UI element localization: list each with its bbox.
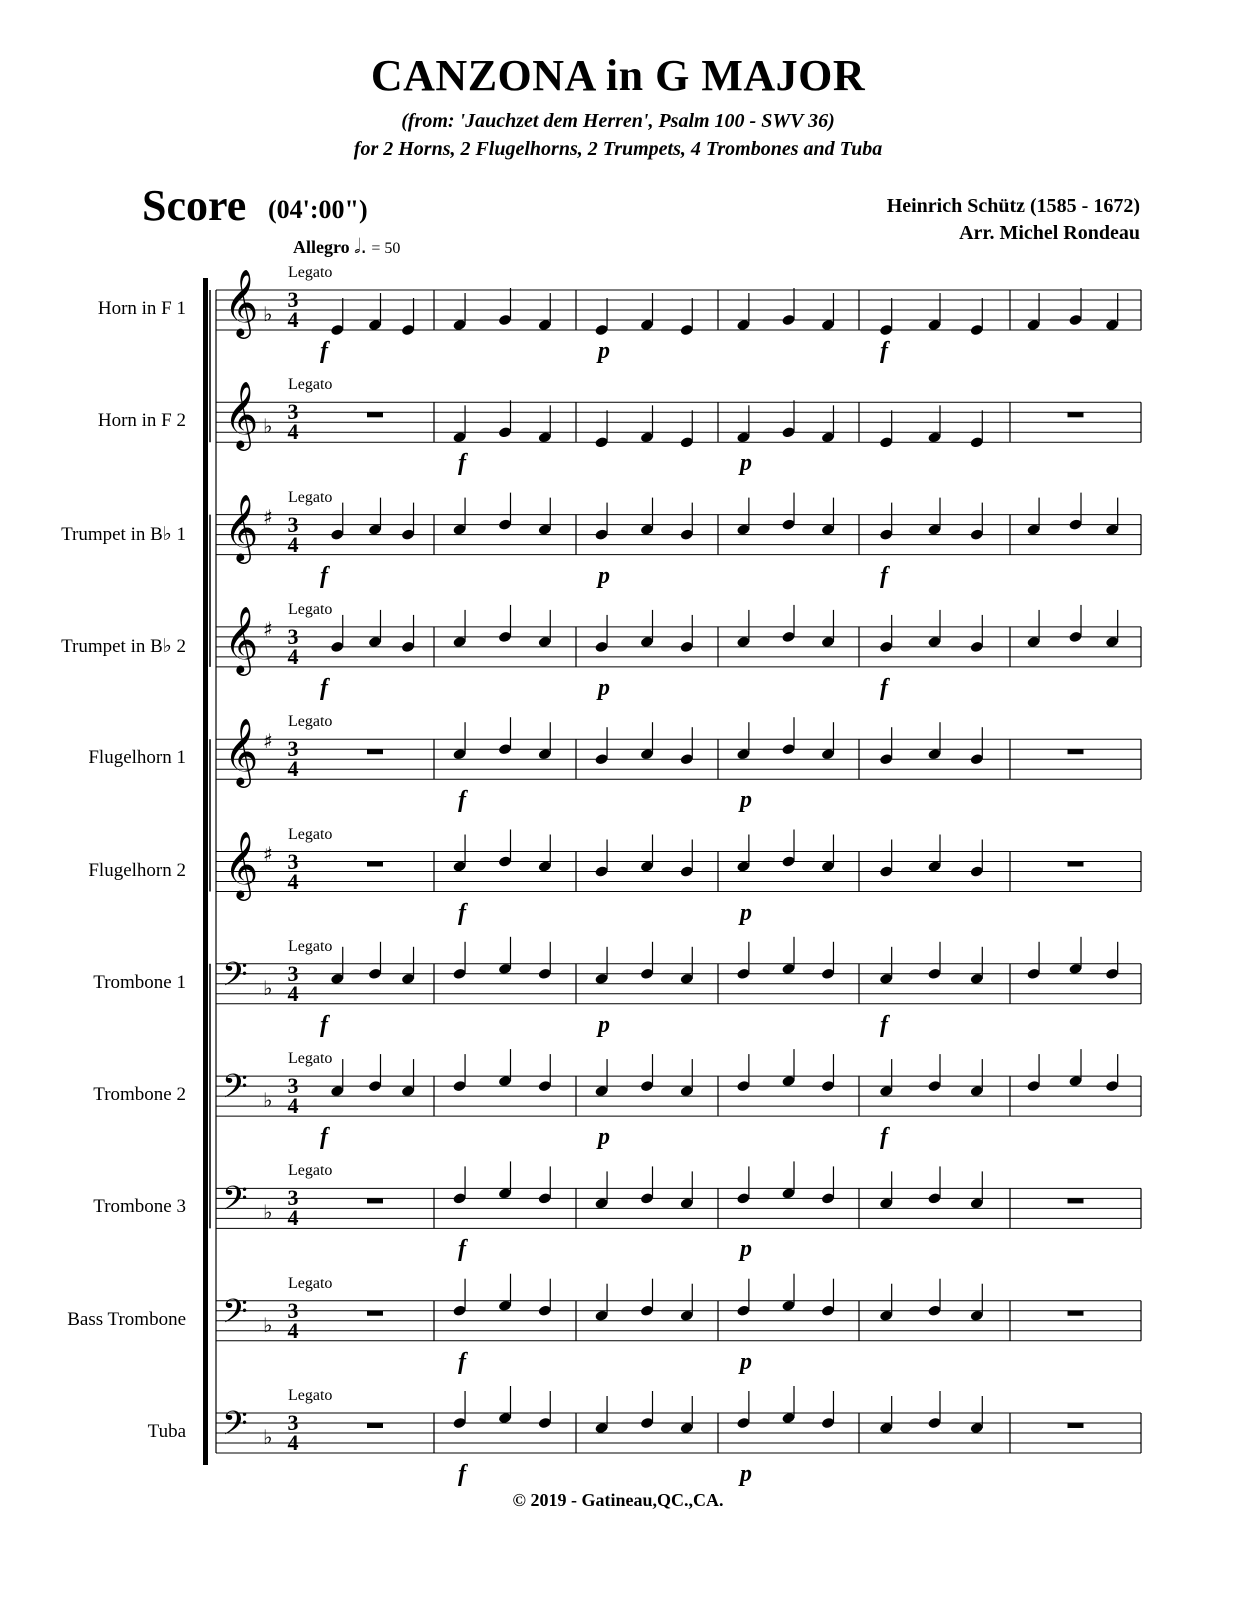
score-subtitle: (from: 'Jauchzet dem Herren', Psalm 100 - SWV 36): [401, 110, 835, 132]
treble-clef-icon: 𝄞: [224, 717, 259, 786]
time-signature-bottom: 4: [287, 531, 299, 557]
dynamic-marking: p: [598, 1124, 610, 1151]
time-signature-top: 3: [287, 1185, 299, 1211]
dynamic-marking: p: [598, 1011, 610, 1038]
dynamic-marking: f: [880, 1011, 888, 1038]
legato-marking: Legato: [288, 376, 333, 394]
instrumentation-line: for 2 Horns, 2 Flugelhorns, 2 Trumpets, 4 Trombones and Tuba: [353, 138, 883, 160]
dynamic-marking: p: [598, 338, 610, 364]
time-signature-bottom: 4: [287, 643, 299, 669]
dynamic-marking: f: [880, 1124, 888, 1151]
dynamic-marking: f: [458, 1348, 466, 1375]
score-label: Score: [142, 181, 247, 230]
dynamic-marking: f: [320, 562, 328, 589]
dynamic-marking: f: [458, 1461, 466, 1487]
instrument-name: Flugelhorn 2: [88, 859, 186, 881]
whole-rest: [367, 412, 383, 417]
time-signature-bottom: 4: [287, 1093, 299, 1119]
instrument-name: Bass Trombone: [67, 1308, 186, 1330]
whole-rest: [1068, 1423, 1084, 1428]
time-signature-bottom: 4: [287, 1430, 299, 1455]
whole-rest: [1068, 1198, 1084, 1203]
sharp-key-signature-icon: ♯: [263, 841, 273, 866]
score-title: CANZONA in G MAJOR: [370, 51, 866, 100]
time-signature: [284, 1297, 302, 1343]
time-signature: [284, 1410, 302, 1455]
legato-marking: Legato: [288, 937, 333, 955]
time-signature: [284, 736, 302, 782]
tempo-value: = 50: [371, 240, 401, 257]
time-signature-top: 3: [287, 848, 299, 874]
instrument-name: Trombone 2: [93, 1084, 186, 1106]
dynamic-marking: p: [740, 787, 752, 814]
sharp-key-signature-icon: ♯: [263, 504, 273, 529]
dotted-half-note-icon: 𝅗𝅥.: [354, 234, 367, 258]
staff-3: [216, 605, 1141, 667]
instrument-name: Trumpet in B♭ 2: [61, 635, 186, 657]
treble-clef-icon: 𝄞: [224, 604, 259, 673]
bass-clef-icon: 𝄢: [222, 1292, 248, 1339]
flat-key-signature-icon: ♭: [263, 414, 273, 439]
staff-7: [216, 1049, 1141, 1119]
dynamic-marking: f: [458, 450, 466, 477]
time-signature-top: 3: [287, 623, 299, 649]
instrument-name: Flugelhorn 1: [88, 747, 186, 769]
whole-rest: [367, 862, 383, 867]
treble-clef-icon: 𝄞: [224, 829, 259, 898]
dynamic-marking: f: [458, 1236, 466, 1263]
legato-marking: Legato: [288, 488, 333, 506]
instrument-name: Trombone 1: [93, 971, 186, 993]
legato-marking: Legato: [288, 1050, 333, 1068]
flat-key-signature-icon: ♭: [263, 1425, 273, 1449]
bass-clef-icon: 𝄢: [222, 955, 248, 1002]
time-signature-bottom: 4: [287, 1205, 299, 1231]
dynamic-marking: p: [740, 1236, 752, 1263]
staff-10: [216, 1386, 1141, 1453]
time-signature-top: 3: [287, 287, 299, 312]
staff-4: [216, 717, 1141, 782]
time-signature-top: 3: [287, 1073, 299, 1099]
time-signature: [284, 848, 302, 894]
dynamic-marking: f: [320, 674, 328, 701]
whole-rest: [367, 749, 383, 754]
treble-clef-icon: 𝄞: [224, 492, 259, 561]
dynamic-marking: p: [740, 1348, 752, 1375]
bass-clef-icon: 𝄢: [222, 1180, 248, 1227]
legato-marking: Legato: [288, 713, 333, 731]
sharp-key-signature-icon: ♯: [263, 616, 273, 641]
bass-clef-icon: 𝄢: [222, 1405, 248, 1451]
time-signature: [284, 399, 302, 445]
dynamic-marking: p: [740, 899, 752, 926]
flat-key-signature-icon: ♭: [263, 1312, 273, 1337]
dynamic-marking: f: [458, 787, 466, 814]
whole-rest: [367, 1198, 383, 1203]
time-signature-top: 3: [287, 1297, 299, 1323]
dynamic-marking: f: [320, 1011, 328, 1038]
time-signature: [284, 511, 302, 557]
staff-0: [216, 288, 1141, 336]
flat-key-signature-icon: ♭: [263, 302, 273, 326]
staff-1: [216, 400, 1141, 448]
dynamic-marking: p: [740, 1461, 752, 1487]
time-signature-bottom: 4: [287, 868, 299, 894]
legato-marking: Legato: [288, 825, 333, 843]
instrument-name: Tuba: [147, 1421, 186, 1442]
sharp-key-signature-icon: ♯: [263, 729, 273, 754]
flat-key-signature-icon: ♭: [263, 1200, 273, 1225]
time-signature-bottom: 4: [287, 419, 299, 445]
time-signature-bottom: 4: [287, 756, 299, 782]
arranger: Arr. Michel Rondeau: [959, 222, 1140, 244]
treble-clef-icon: 𝄞: [224, 268, 259, 336]
legato-marking: Legato: [288, 1162, 333, 1180]
time-signature-top: 3: [287, 736, 299, 762]
dynamic-marking: p: [598, 562, 610, 589]
dynamic-marking: f: [458, 899, 466, 926]
treble-clef-icon: 𝄞: [224, 380, 259, 449]
time-signature: [284, 623, 302, 669]
instrument-name: Trumpet in B♭ 1: [61, 523, 186, 545]
bass-clef-icon: 𝄢: [222, 1068, 248, 1115]
staff-8: [216, 1161, 1141, 1231]
whole-rest: [1068, 749, 1084, 754]
whole-rest: [1068, 412, 1084, 417]
time-signature-top: 3: [287, 960, 299, 986]
dynamic-marking: f: [880, 338, 888, 364]
instrument-name: Horn in F 2: [97, 410, 186, 432]
dynamic-marking: f: [880, 562, 888, 589]
time-signature-top: 3: [287, 1410, 299, 1435]
legato-marking: Legato: [288, 600, 333, 618]
flat-key-signature-icon: ♭: [263, 975, 273, 1000]
legato-marking: Legato: [288, 1274, 333, 1292]
tempo-word: Allegro: [293, 237, 350, 257]
whole-rest: [367, 1423, 383, 1428]
staff-2: [216, 493, 1141, 555]
time-signature-bottom: 4: [287, 980, 299, 1006]
time-signature-top: 3: [287, 511, 299, 537]
whole-rest: [1068, 862, 1084, 867]
dynamic-marking: p: [598, 674, 610, 701]
dynamic-marking: f: [320, 1124, 328, 1151]
legato-marking: Legato: [288, 264, 333, 281]
flat-key-signature-icon: ♭: [263, 1088, 273, 1113]
whole-rest: [367, 1311, 383, 1316]
system-bracket: [203, 278, 208, 1465]
whole-rest: [1068, 1311, 1084, 1316]
time-signature: [284, 287, 302, 332]
staff-9: [216, 1274, 1141, 1341]
staff-5: [216, 830, 1141, 892]
duration: (04':00"): [268, 195, 368, 224]
time-signature: [284, 960, 302, 1006]
staff-6: [216, 937, 1141, 1004]
time-signature-top: 3: [287, 399, 299, 425]
composer: Heinrich Schütz (1585 - 1672): [886, 195, 1140, 217]
time-signature-bottom: 4: [287, 307, 299, 332]
instrument-name: Horn in F 1: [97, 298, 186, 319]
legato-marking: Legato: [288, 1387, 333, 1404]
instrument-name: Trombone 3: [93, 1196, 186, 1218]
copyright-footer: © 2019 - Gatineau,QC.,CA.: [512, 1490, 724, 1510]
dynamic-marking: p: [740, 450, 752, 477]
time-signature: [284, 1073, 302, 1119]
dynamic-marking: f: [880, 674, 888, 701]
dynamic-marking: f: [320, 338, 328, 364]
time-signature-bottom: 4: [287, 1317, 299, 1343]
time-signature: [284, 1185, 302, 1231]
